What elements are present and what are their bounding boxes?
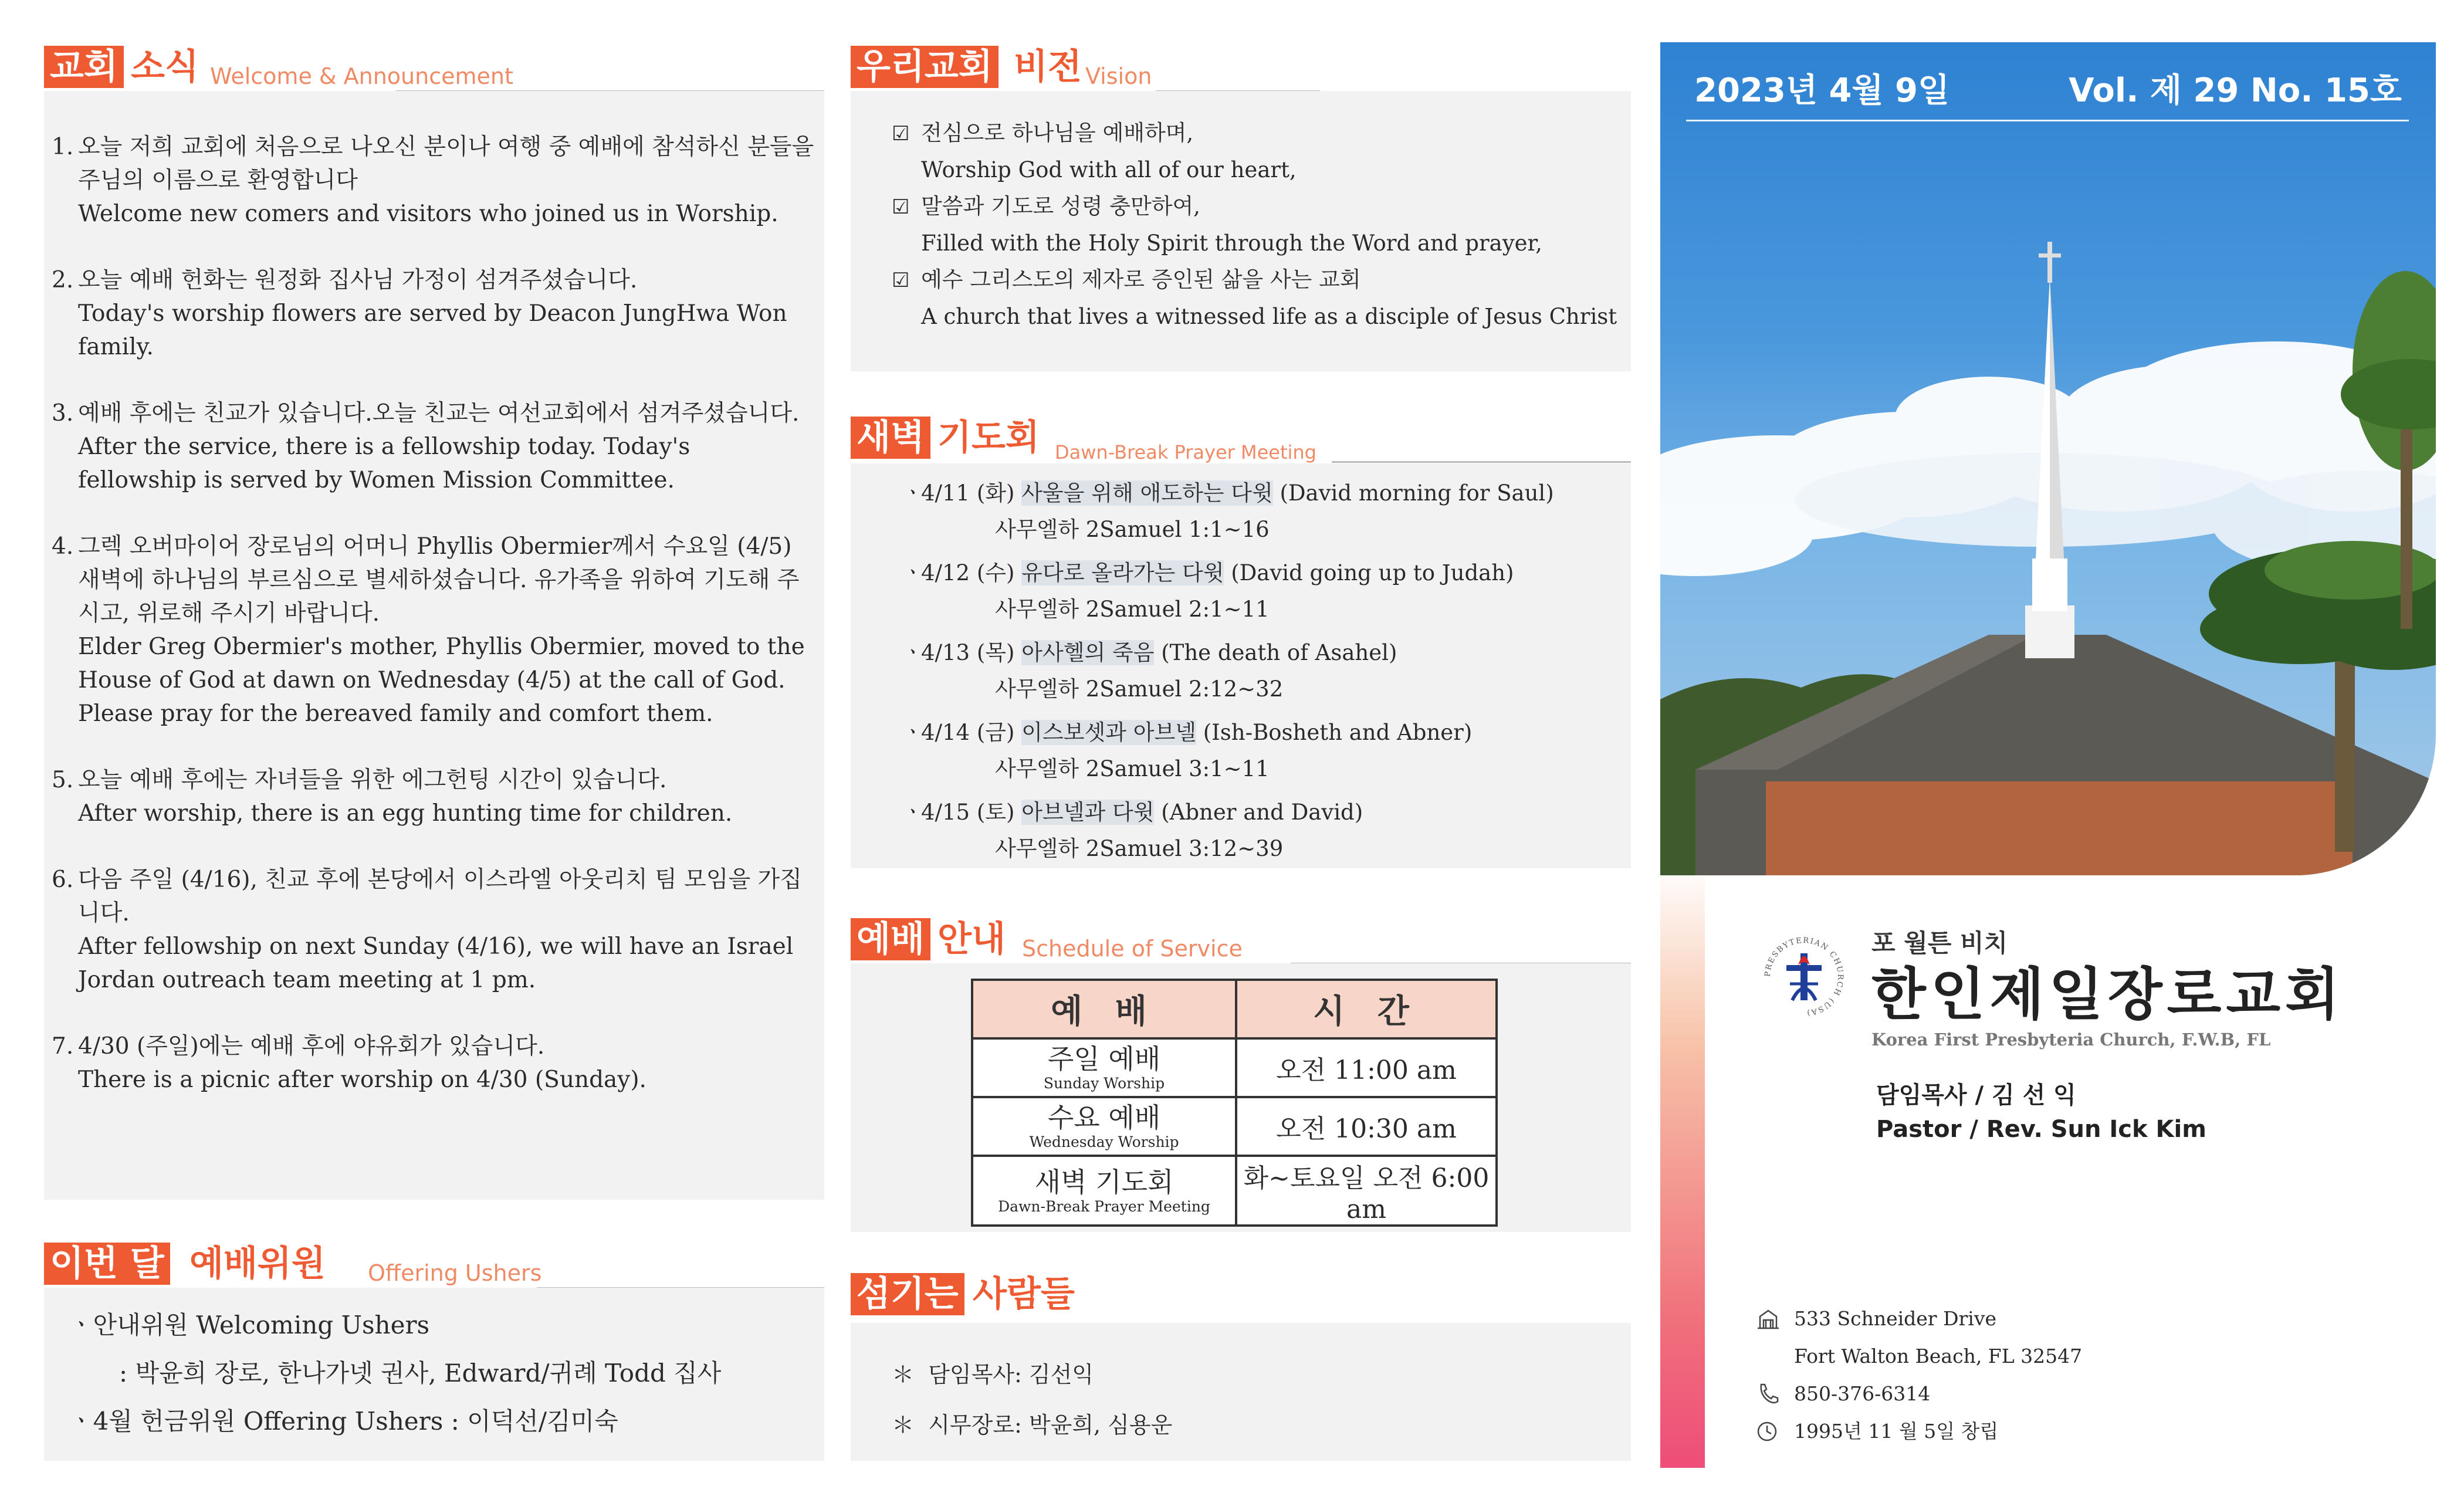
bulletin-volume: Vol. 제 29 No. 15호 (2069, 72, 2402, 110)
prayer-subtitle: Dawn-Break Prayer Meeting (1055, 441, 1316, 463)
service-name-ko: 수요 예배 (1047, 1102, 1161, 1133)
announcement-item (52, 263, 814, 364)
prayer-topic: 이스보셋과 아브넬 (1021, 720, 1196, 745)
service-time: 화~토요일 오전 6:00 am (1236, 1156, 1497, 1226)
welcoming-ushers-label: ㆍ안내위원 Welcoming Ushers (69, 1311, 430, 1339)
welcome-title: 소식 (131, 46, 199, 87)
prayer-title: 기도회 (937, 417, 1040, 458)
vision-item (892, 188, 1596, 225)
schedule-header-row (972, 980, 1497, 1038)
address-city: Fort Walton Beach, FL 32547 (1794, 1345, 2083, 1368)
cover (1660, 42, 2436, 1468)
address-line-1 (1755, 1300, 2082, 1338)
address-street: 533 Schneider Drive (1794, 1307, 1997, 1330)
church-contact (1755, 1300, 2082, 1450)
vision-item (892, 115, 1596, 152)
vision-ko: 전심으로 하나님을 예배하며, (921, 120, 1194, 145)
prayer-topic: 사울을 위해 애도하는 다윗 (1021, 480, 1273, 506)
server-item (892, 1349, 1596, 1400)
vision-list (892, 115, 1617, 335)
announcement-ko: 그렉 오버마이어 장로님의 어머니 Phyllis Obermier께서 수요일 (4/5) 새벽에 하나님의 부르심으로 별세하셨습니다. 유가족을 위하여 기도해 주시고, 위로해 주시기 바랍니다. (78, 533, 800, 627)
service-cell (972, 1038, 1236, 1097)
announcement-item (52, 130, 814, 231)
welcome-subtitle: Welcome & Announcement (210, 63, 513, 89)
ushers-header (44, 1243, 824, 1289)
prayer-scripture: 사무엘하 2Samuel 3:12~39 (995, 836, 1284, 861)
announcement-en: After fellowship on next Sunday (4/16), we will have an Israel Jordan outreach team meeting at 1 pm. (78, 933, 794, 993)
servers-header (851, 1273, 1631, 1320)
server-text: 담임목사: 김선익 (928, 1362, 1094, 1387)
service-cell (972, 1156, 1236, 1226)
welcome-header (44, 46, 824, 93)
server-item (892, 1400, 1596, 1450)
vision-en: Filled with the Holy Spirit through the Word and prayer, (921, 231, 1542, 256)
ushers-subtitle: Offering Ushers (368, 1260, 542, 1286)
phone-icon (1755, 1382, 1781, 1406)
service-name-en: Dawn-Break Prayer Meeting (998, 1197, 1210, 1215)
announcement-ko: 오늘 저희 교회에 처음으로 나오신 분이나 여행 중 예배에 참석하신 분들을 주님의 이름으로 환영합니다 (78, 134, 814, 194)
prayer-date: 4/14 (금) (921, 720, 1015, 745)
prayer-scripture: 사무엘하 2Samuel 2:1~11 (995, 597, 1270, 622)
announcement-item (52, 763, 814, 830)
checkbox-icon: ☑ (892, 122, 910, 145)
prayer-date: 4/15 (토) (921, 800, 1015, 825)
cover-date-bar (1660, 42, 2436, 119)
prayer-topic-en: (David going up to Judah) (1231, 560, 1514, 585)
church-name: 한인제일장로교회 (1871, 962, 2344, 1027)
service-name-en: Sunday Worship (1043, 1075, 1165, 1092)
announcement-ko: 오늘 예배 후에는 자녀들을 위한 에그헌팅 시간이 있습니다. (78, 767, 667, 793)
schedule-row (972, 1038, 1497, 1097)
prayer-item (902, 475, 1606, 548)
logo-ring-text: PRESBYTERIAN CHURCH (USA) (1763, 936, 1845, 1017)
announcement-number: 5. (52, 767, 74, 793)
schedule-col-service: 예 배 (972, 980, 1236, 1038)
announcement-number: 3. (52, 400, 74, 427)
bullet: ＊ (892, 1412, 915, 1438)
announcement-item (52, 1030, 814, 1096)
offering-ushers: ㆍ4월 헌금위원 Offering Ushers : 이덕선/김미숙 (69, 1407, 618, 1436)
service-time: 오전 10:30 am (1236, 1097, 1497, 1156)
prayer-title-highlight: 새벽 (851, 417, 930, 459)
prayer-topic-en: (Ish-Bosheth and Abner) (1203, 720, 1473, 745)
pastor-en: Pastor / Rev. Sun Ick Kim (1876, 1116, 2206, 1143)
announcement-en: Elder Greg Obermier's mother, Phyllis Obermier, moved to the House of God at dawn on Wednesday (4/5) at the call of God. Please pray for the bereaved family and comfort them. (78, 634, 805, 727)
cover-photo (1660, 42, 2436, 875)
announcement-ko: 다음 주일 (4/16), 친교 후에 본당에서 이스라엘 아웃리치 팀 모임을 가집니다. (78, 867, 802, 926)
announcement-en: After the service, there is a fellowship today. Today's fellowship is served by Women Mission Committee. (78, 434, 691, 493)
bullet: ㆍ (902, 640, 923, 665)
founded-line (1755, 1413, 2082, 1450)
vision-subtitle: Vision (1085, 63, 1152, 89)
bullet: ＊ (892, 1362, 915, 1387)
founded-date: 1995년 11 월 5일 창립 (1794, 1420, 1999, 1443)
vision-header (851, 46, 1631, 93)
server-text: 시무장로: 박윤희, 심용운 (928, 1412, 1173, 1438)
announcement-number: 6. (52, 867, 74, 893)
vision-item (892, 262, 1596, 299)
cover-gradient-strip (1660, 864, 1705, 1468)
address-line-2 (1755, 1338, 2082, 1375)
ushers-title: 예배위원 (189, 1243, 326, 1284)
servers-title-highlight: 섬기는 (851, 1273, 964, 1315)
church-city: 포 월튼 비치 (1871, 929, 2008, 957)
servers-list (892, 1349, 1596, 1450)
announcement-ko: 예배 후에는 친교가 있습니다.오늘 친교는 여선교회에서 섬겨주셨습니다. (78, 400, 800, 427)
prayer-header (851, 417, 1631, 463)
ushers-title-highlight: 이번 달 (44, 1243, 170, 1285)
prayer-item (902, 555, 1606, 628)
schedule-col-time: 시 간 (1236, 980, 1497, 1038)
checkbox-icon: ☑ (892, 195, 910, 219)
servers-title: 사람들 (973, 1274, 1075, 1315)
announcement-item (52, 863, 814, 997)
announcement-ko: 4/30 (주일)에는 예배 후에 야유회가 있습니다. (78, 1033, 545, 1060)
announcement-number: 1. (52, 134, 74, 160)
prayer-item (902, 635, 1606, 708)
prayer-date: 4/11 (화) (921, 480, 1015, 506)
church-name-block (1871, 924, 2399, 1050)
prayer-topic-en: (The death of Asahel) (1161, 640, 1397, 665)
prayer-scripture: 사무엘하 2Samuel 1:1~16 (995, 517, 1270, 542)
announcement-en: Today's worship flowers are served by Deacon JungHwa Won family. (78, 300, 787, 360)
vision-title: 비전 (1014, 46, 1082, 87)
announcement-list (52, 130, 814, 1129)
welcome-title-highlight: 교회 (44, 46, 124, 88)
welcoming-ushers-names: : 박윤희 장로, 한나가넷 권사, Edward/귀례 Todd 집사 (119, 1359, 722, 1387)
vision-title-highlight: 우리교회 (851, 46, 999, 88)
bullet: ㆍ (902, 800, 923, 825)
ushers-section (69, 1301, 832, 1446)
announcement-number: 4. (52, 533, 74, 560)
vision-ko: 예수 그리스도의 제자로 증인된 삶을 사는 교회 (921, 267, 1361, 292)
prayer-list (902, 475, 1606, 874)
service-name-ko: 주일 예배 (1047, 1043, 1161, 1075)
prayer-date: 4/12 (수) (921, 560, 1015, 585)
pastor-ko: 담임목사 / 김 선 익 (1876, 1082, 2076, 1109)
vision-en: A church that lives a witnessed life as a disciple of Jesus Christ (921, 304, 1617, 329)
announcement-number: 2. (52, 267, 74, 293)
prayer-topic: 아사헬의 죽음 (1021, 640, 1155, 665)
service-name-ko: 새벽 기도회 (1034, 1166, 1174, 1198)
announcement-number: 7. (52, 1033, 74, 1060)
announcement-en: There is a picnic after worship on 4/30 (Sunday). (78, 1067, 647, 1093)
announcement-item (52, 397, 814, 497)
prayer-scripture: 사무엘하 2Samuel 3:1~11 (995, 756, 1270, 781)
phone-line (1755, 1375, 2082, 1413)
building-icon (1755, 1307, 1781, 1331)
prayer-date: 4/13 (목) (921, 640, 1015, 665)
schedule-header (851, 918, 1631, 965)
announcement-ko: 오늘 예배 헌화는 원정화 집사님 가정이 섬겨주셨습니다. (78, 267, 638, 293)
prayer-topic: 아브넬과 다윗 (1021, 800, 1155, 825)
prayer-item (902, 794, 1606, 867)
bullet: ㆍ (902, 560, 923, 585)
bullet: ㆍ (902, 480, 923, 506)
church-steeple-illustration (1660, 42, 2436, 875)
checkbox-icon: ☑ (892, 269, 910, 292)
bullet: ㆍ (902, 720, 923, 745)
announcement-item (52, 530, 814, 730)
pcusa-logo-icon (1757, 930, 1851, 1024)
vision-en: Worship God with all of our heart, (921, 157, 1297, 182)
bulletin-date: 2023년 4월 9일 (1694, 72, 1950, 110)
announcement-en: After worship, there is an egg hunting time for children. (78, 800, 733, 827)
vision-ko: 말씀과 기도로 성령 충만하여, (921, 194, 1200, 219)
schedule-subtitle: Schedule of Service (1022, 936, 1243, 962)
schedule-row (972, 1097, 1497, 1156)
prayer-topic: 유다로 올라가는 다윗 (1021, 560, 1224, 585)
prayer-topic-en: (Abner and David) (1161, 800, 1363, 825)
clock-icon (1755, 1420, 1781, 1443)
schedule-table (971, 979, 1498, 1227)
service-name-en: Wednesday Worship (1029, 1133, 1179, 1150)
schedule-title: 안내 (937, 919, 1006, 960)
schedule-row (972, 1156, 1497, 1226)
phone-number: 850-376-6314 (1794, 1382, 1931, 1405)
prayer-topic-en: (David morning for Saul) (1280, 480, 1554, 506)
prayer-rule (1332, 461, 1631, 463)
schedule-title-highlight: 예배 (851, 918, 930, 960)
date-rule (1686, 120, 2409, 121)
service-time: 오전 11:00 am (1236, 1038, 1497, 1097)
announcement-en: Welcome new comers and visitors who joined us in Worship. (78, 201, 779, 227)
service-cell (972, 1097, 1236, 1156)
prayer-scripture: 사무엘하 2Samuel 2:12~32 (995, 676, 1284, 702)
prayer-item (902, 715, 1606, 787)
pastor-block (1876, 1078, 2206, 1146)
church-name-en: Korea First Presbyteria Church, F.W.B, FL (1871, 1030, 2271, 1050)
